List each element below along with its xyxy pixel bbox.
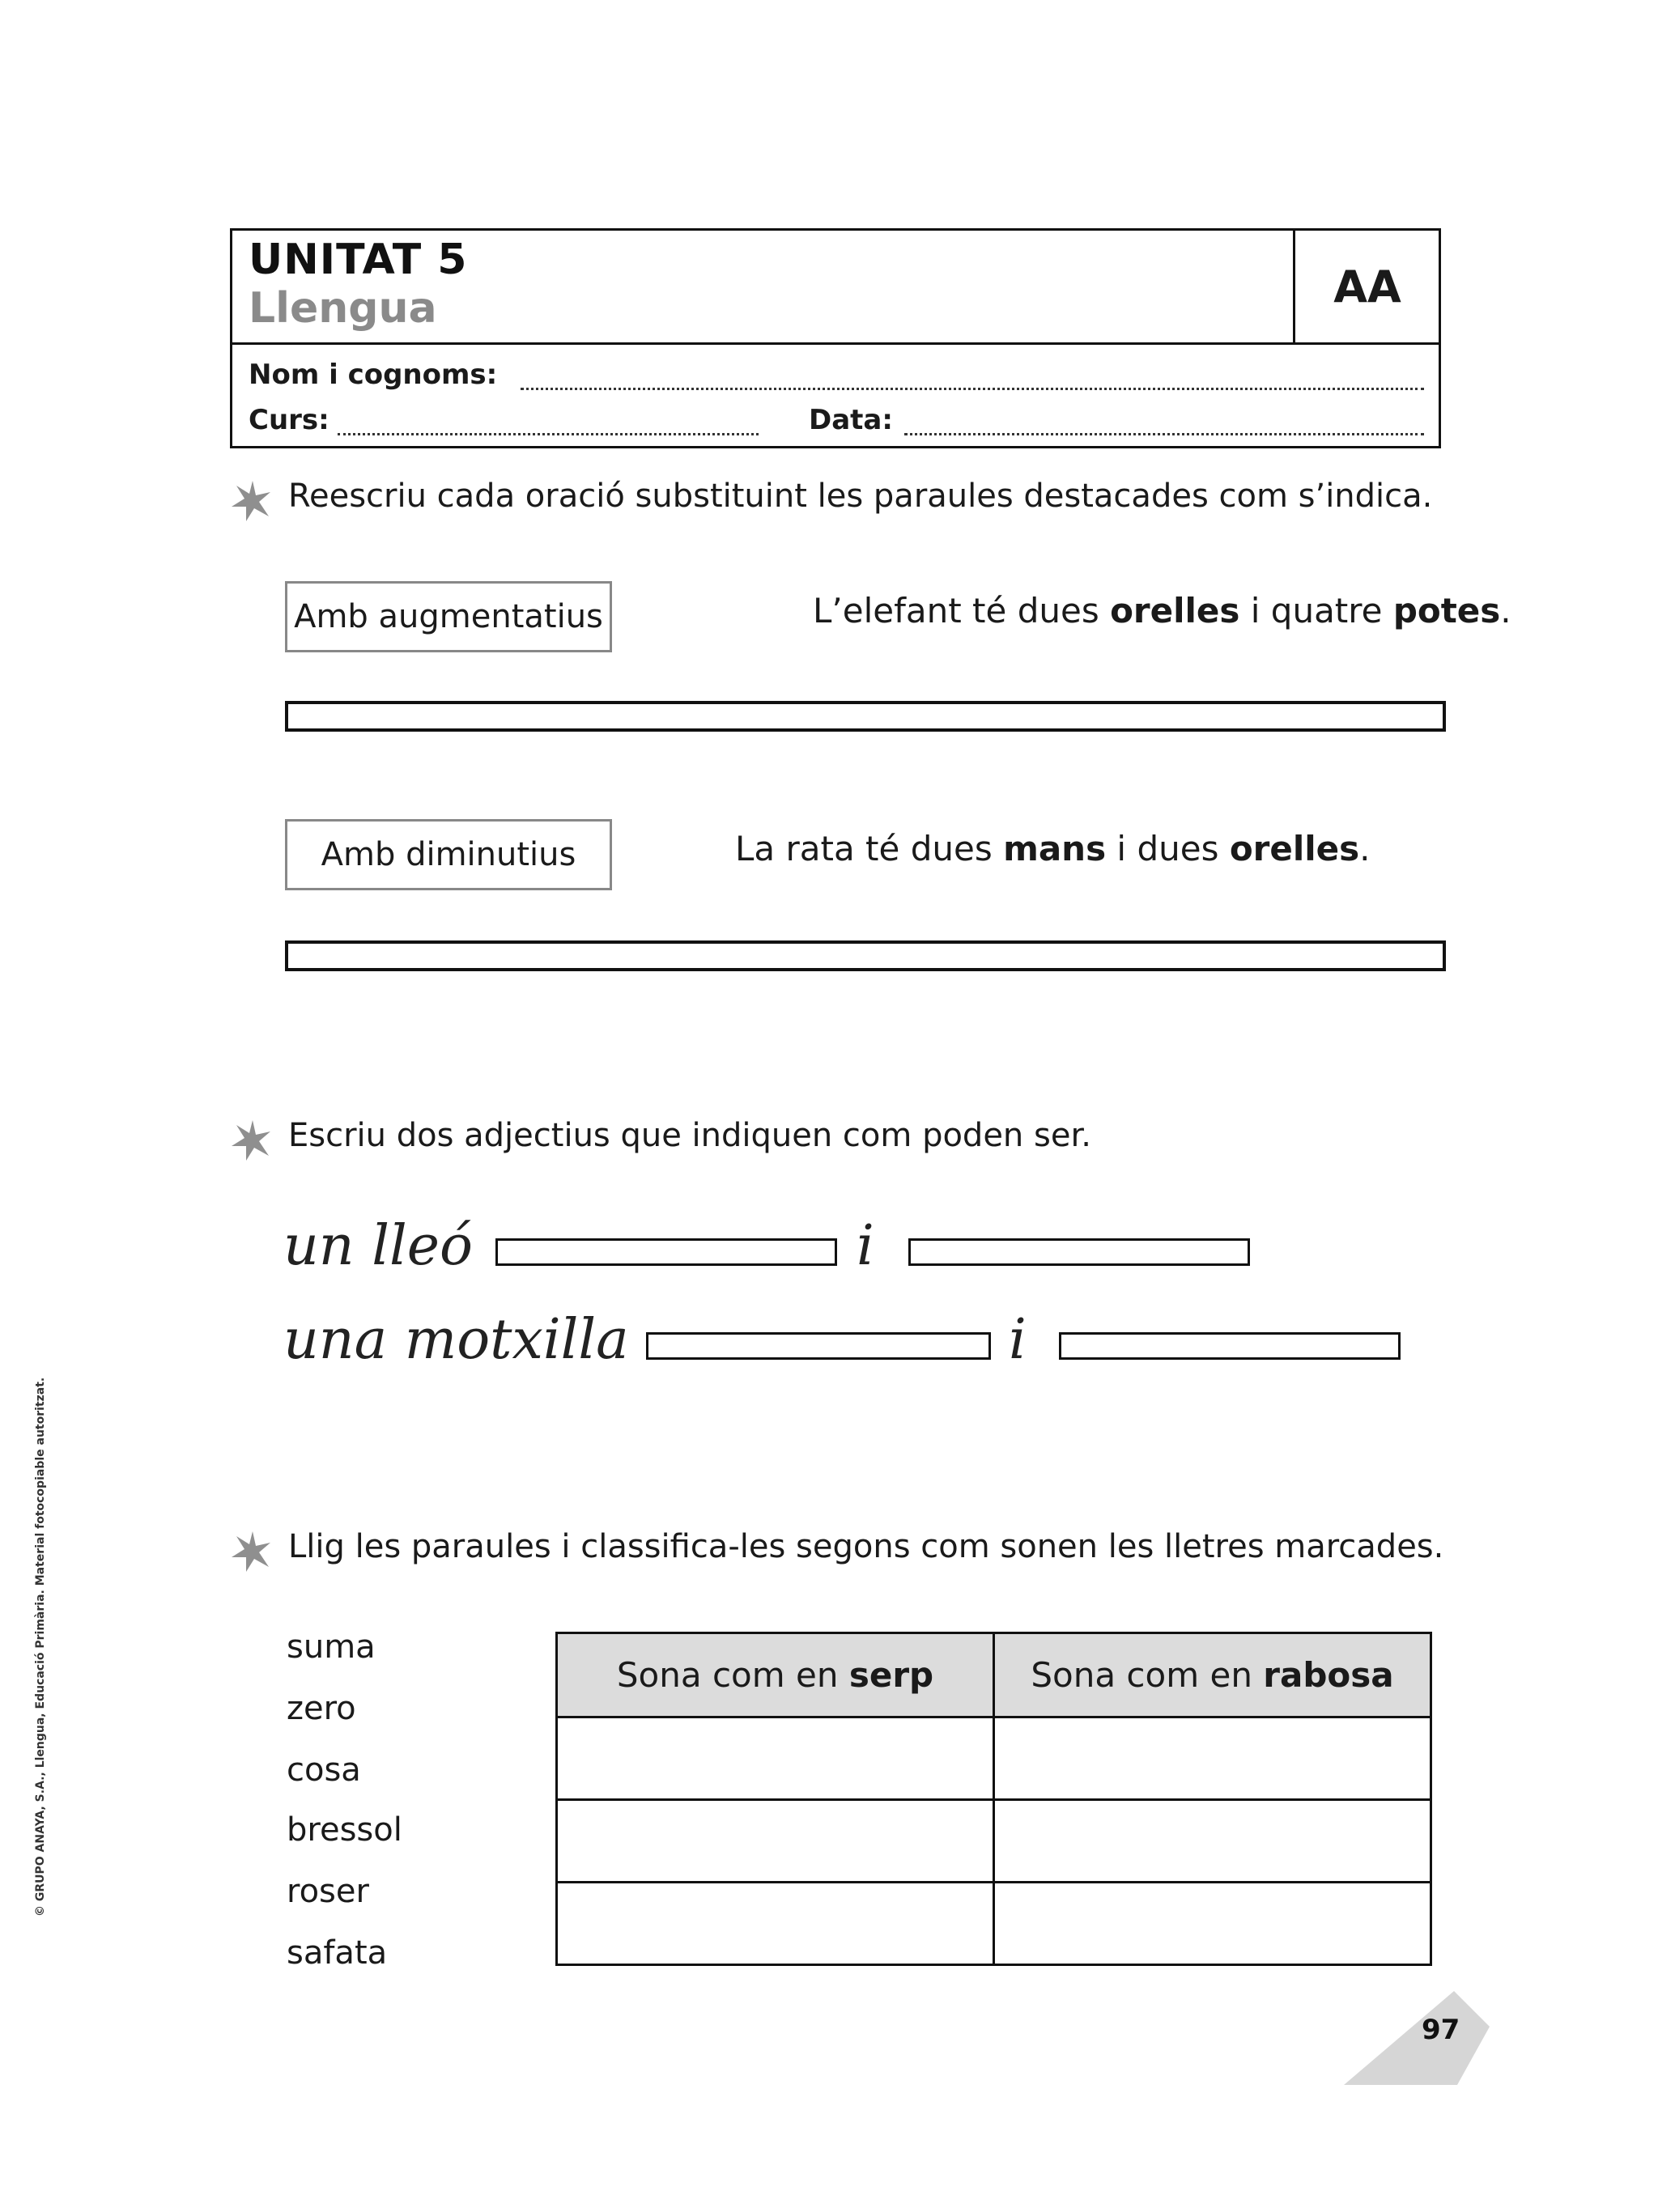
highlighted-word: orelles [1229,829,1360,868]
sentence-text: i quatre [1239,591,1393,630]
column-header-text: Sona com en [616,1655,849,1695]
diminutive-label: Amb diminutius [285,819,612,890]
word-item: bressol [287,1811,402,1849]
page-number: 97 [1422,2014,1460,2046]
copyright-note: © GRUPO ANAYA, S.A., Llengua, Educació Primària. Material fotocopiable autoritzat. [34,1377,47,1917]
answer-line-1[interactable] [285,701,1446,732]
sentence-elephant [813,591,1511,630]
word-item: safata [287,1934,388,1972]
adjective-slot-3[interactable] [646,1332,991,1360]
star-icon [228,478,274,523]
word-item: suma [287,1628,376,1666]
word-item: cosa [287,1751,361,1789]
sentence-text: La rata té dues [735,829,1004,868]
page-corner-shape [1344,1991,1490,2085]
table-row [557,1800,1431,1883]
name-field[interactable] [521,388,1424,390]
date-field[interactable] [904,433,1424,435]
noun-backpack: una motxilla [283,1308,629,1372]
classification-table [555,1632,1432,1966]
answer-line-2[interactable] [285,940,1446,971]
column-header-keyword: rabosa [1263,1655,1394,1695]
noun-lion: un lleó [283,1214,473,1278]
highlighted-word: mans [1003,829,1107,868]
word-item: zero [287,1690,356,1727]
exercise2-instruction: Escriu dos adjectius que indiquen com poden ser. [288,1117,1091,1154]
conjunction: i [857,1214,874,1278]
adjective-slot-2[interactable] [908,1238,1250,1266]
sentence-text: L’elefant té dues [813,591,1111,630]
augmentative-label: Amb augmentatius [285,581,612,652]
table-cell[interactable] [557,1717,994,1800]
star-icon [228,1117,274,1162]
course-label: Curs: [249,404,329,436]
header-box [230,228,1441,448]
star-icon [228,1528,274,1573]
adjective-slot-1[interactable] [495,1238,837,1266]
column-header-rabosa [994,1633,1431,1717]
date-label: Data: [809,404,893,436]
column-header-text: Sona com en [1031,1655,1264,1695]
sentence-text: . [1500,591,1511,630]
exercise1-instruction: Reescriu cada oració substituint les paraules destacades com s’indica. [288,478,1433,515]
name-label: Nom i cognoms: [249,359,498,391]
table-cell[interactable] [994,1883,1431,1965]
highlighted-word: orelles [1110,591,1240,630]
table-row [557,1717,1431,1800]
unit-title: UNITAT 5 [249,236,468,284]
sentence-rat [735,829,1371,868]
table-cell[interactable] [557,1800,994,1883]
word-item: roser [287,1873,369,1910]
highlighted-word: potes [1392,591,1501,630]
conjunction: i [1009,1308,1027,1372]
table-header-row [557,1633,1431,1717]
column-header-serp [557,1633,994,1717]
subject-title: Llengua [249,284,437,333]
exercise3-instruction: Llig les paraules i classifica-les segons com sonen les lletres marcades. [288,1528,1444,1565]
column-header-keyword: serp [848,1655,934,1695]
table-cell[interactable] [994,1800,1431,1883]
adjective-slot-4[interactable] [1059,1332,1401,1360]
table-row [557,1883,1431,1965]
level-code: AA [1333,261,1401,312]
table-cell[interactable] [994,1717,1431,1800]
course-field[interactable] [338,433,759,435]
sentence-text: i dues [1106,829,1230,868]
header-divider [232,342,1439,345]
table-cell[interactable] [557,1883,994,1965]
sentence-text: . [1359,829,1371,868]
